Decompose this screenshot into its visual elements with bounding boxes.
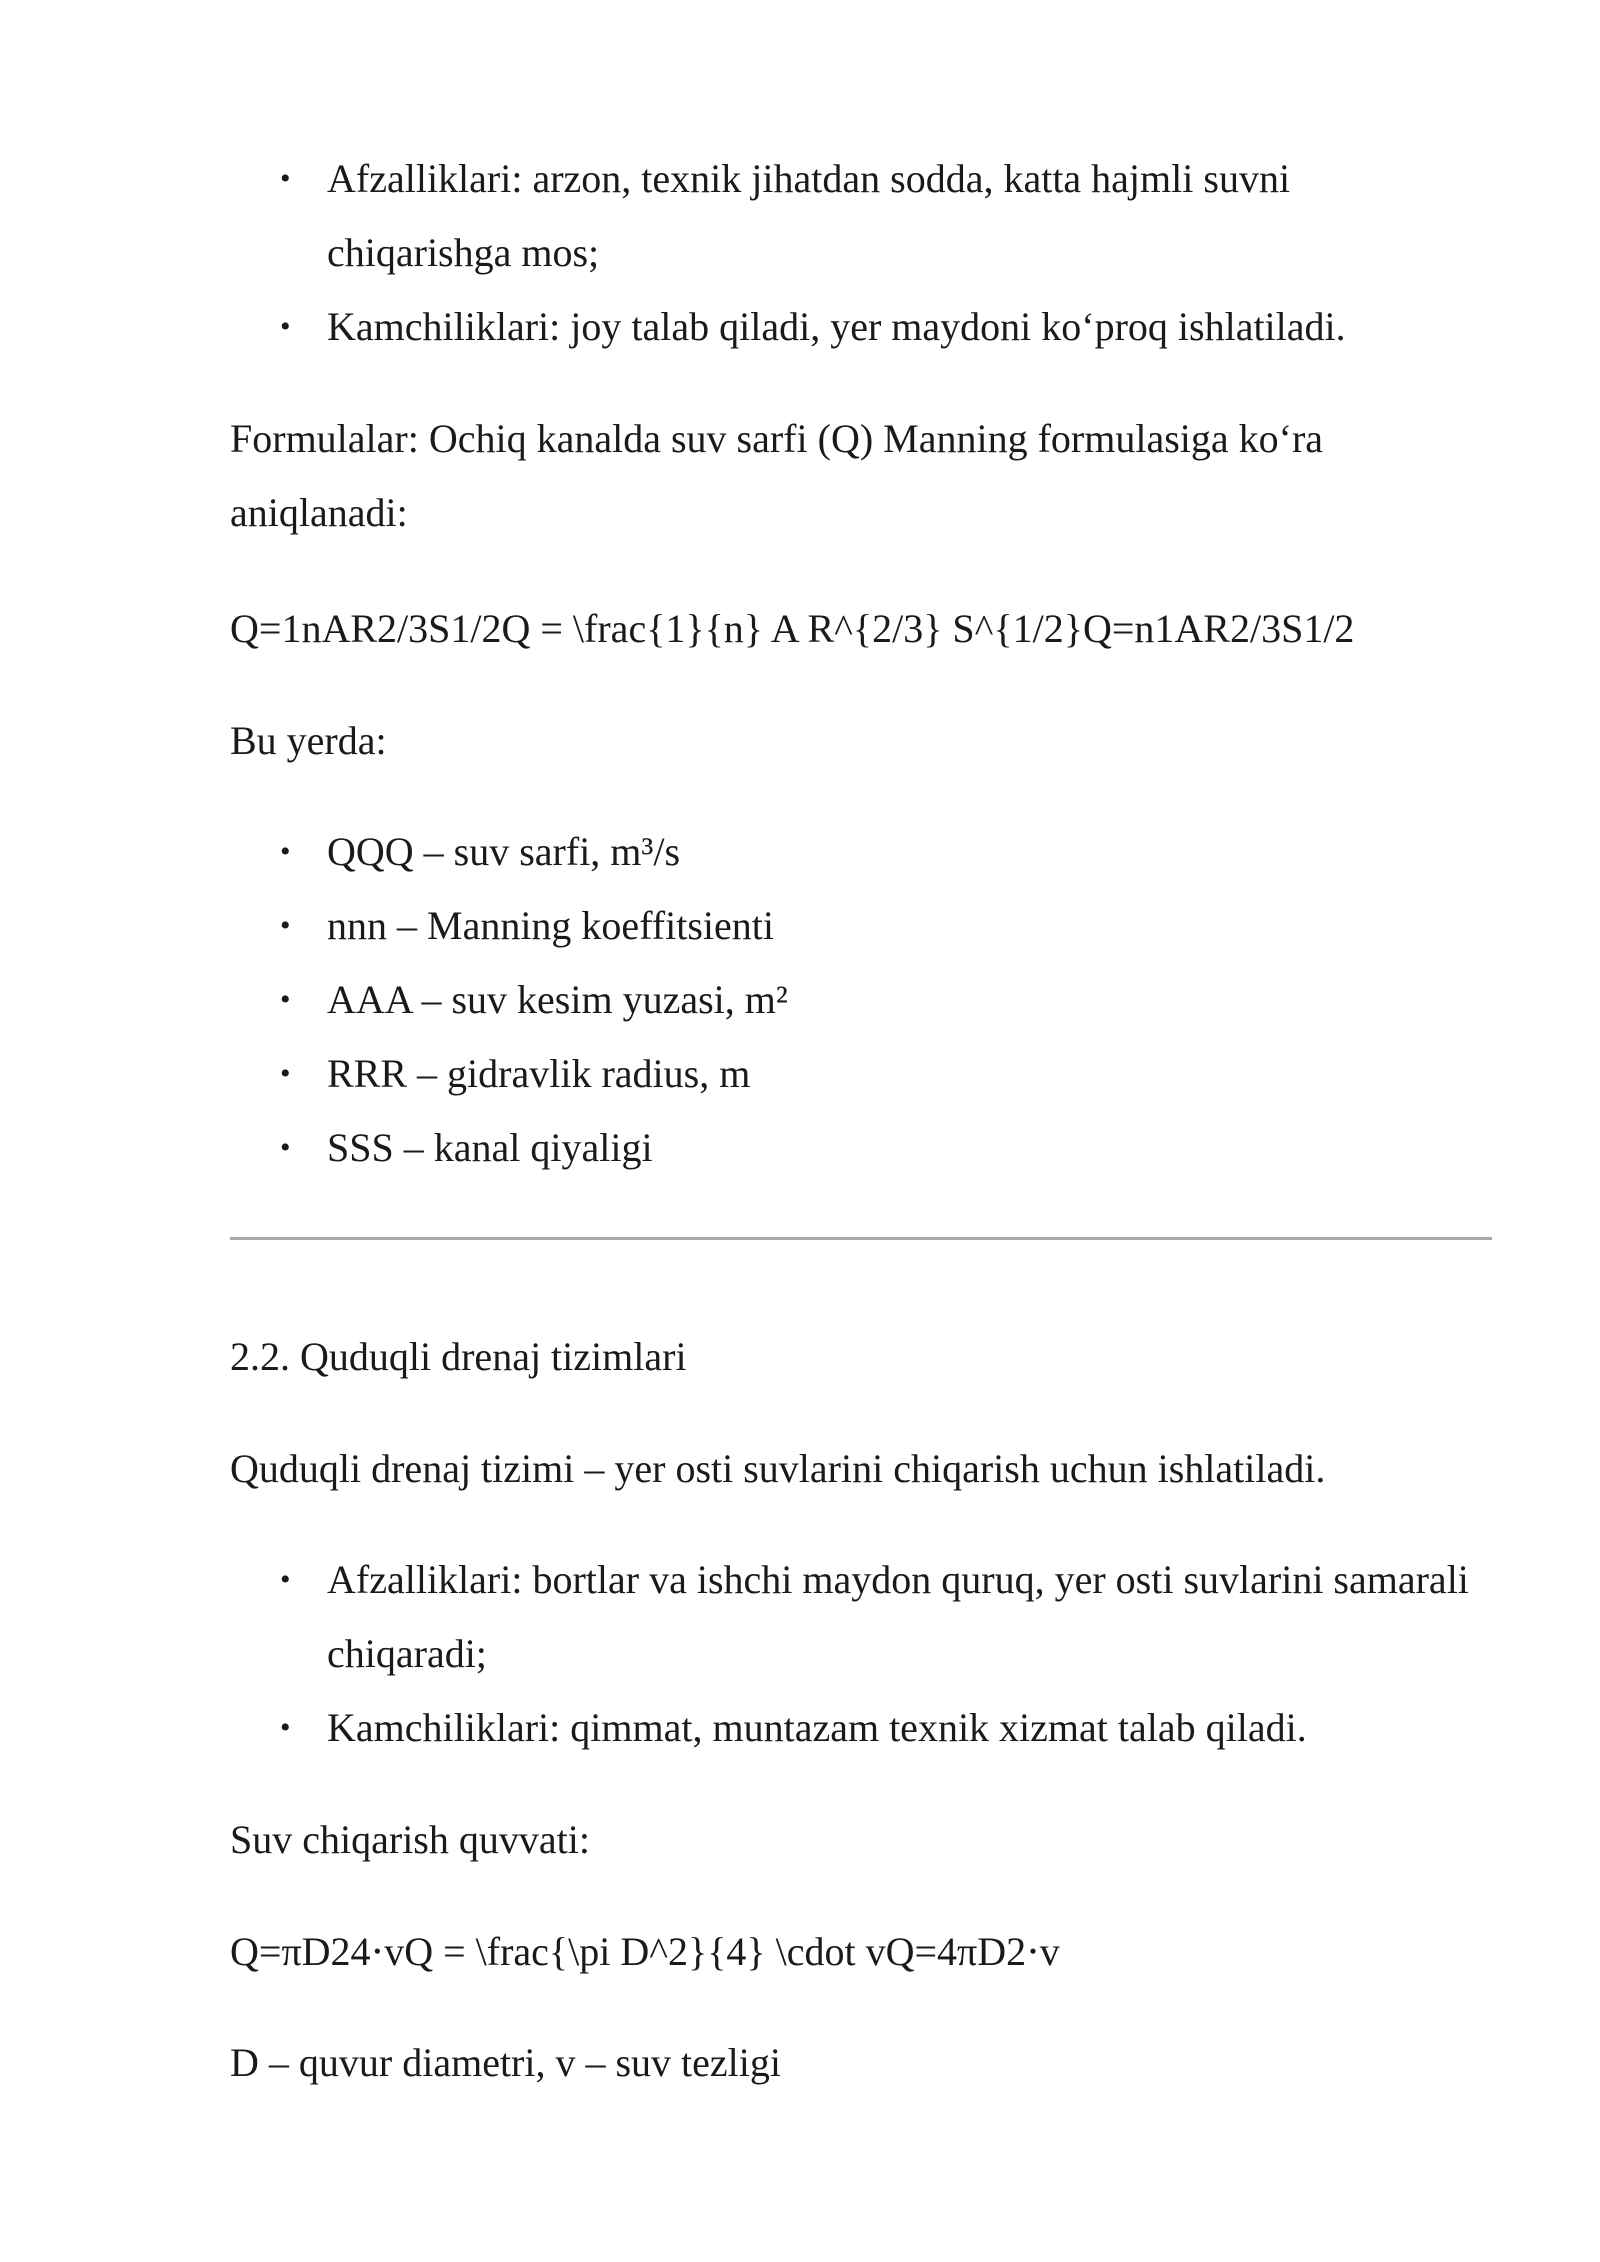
list-item [230,1691,1500,1765]
bullet-icon: • [280,983,291,1016]
list-item [230,290,1500,364]
list-item-text: nnn – Manning koeffitsienti [327,903,774,948]
list-item-text: RRR – gidravlik radius, m [327,1051,751,1096]
bullet-icon: • [280,162,291,195]
list-item-text: Kamchiliklari: joy talab qiladi, yer maydoni ko‘proq ishlatiladi. [327,304,1346,349]
bullet-icon: • [280,1711,291,1744]
list-item-text: SSS – kanal qiyaligi [327,1125,653,1170]
section-divider [230,1237,1492,1240]
formulas-intro-paragraph: Formulalar: Ochiq kanalda suv sarfi (Q) Manning formulasiga ko‘ra aniqlanadi: [230,416,1324,535]
list-item [230,1543,1477,1691]
where-label: Bu yerda: [230,718,387,763]
advantages-list-bottom [230,1543,1500,1765]
list-item [230,142,1477,290]
bullet-icon: • [280,835,291,868]
list-item-text: Kamchiliklari: qimmat, muntazam texnik xizmat talab qiladi. [327,1705,1307,1750]
variables-note: D – quvur diametri, v – suv tezligi [230,2040,782,2085]
list-item-text: Afzalliklari: arzon, texnik jihatdan sodda, katta hajmli suvni chiqarishga mos; [327,156,1291,275]
bullet-icon: • [280,1563,291,1596]
list-item [230,1111,1500,1185]
bullet-icon: • [280,1057,291,1090]
bullet-icon: • [280,1131,291,1164]
list-item [230,815,1500,889]
bullet-icon: • [280,909,291,942]
list-item-text: AAA – suv kesim yuzasi, m² [327,977,788,1022]
manning-formula: Q=1nAR2/3S1/2Q = \frac{1}{n} A R^{2/3} S^{1/2}Q=n1AR2/3S1/2 [230,606,1355,651]
list-item [230,1037,1500,1111]
list-item-text: Afzalliklari: bortlar va ishchi maydon quruq, yer osti suvlarini samarali chiqaradi; [327,1557,1469,1676]
advantages-list-top [230,142,1500,364]
list-item-text: QQQ – suv sarfi, m³/s [327,829,681,874]
capacity-formula: Q=πD24⋅vQ = \frac{\pi D^2}{4} \cdot vQ=4πD2⋅v [230,1929,1060,1974]
capacity-label: Suv chiqarish quvvati: [230,1817,590,1862]
list-item [230,889,1500,963]
bullet-icon: • [280,310,291,343]
section-intro-paragraph: Quduqli drenaj tizimi – yer osti suvlarini chiqarish uchun ishlatiladi. [230,1446,1326,1491]
definitions-list [230,815,1500,1185]
section-heading: 2.2. Quduqli drenaj tizimlari [230,1334,687,1379]
list-item [230,963,1500,1037]
